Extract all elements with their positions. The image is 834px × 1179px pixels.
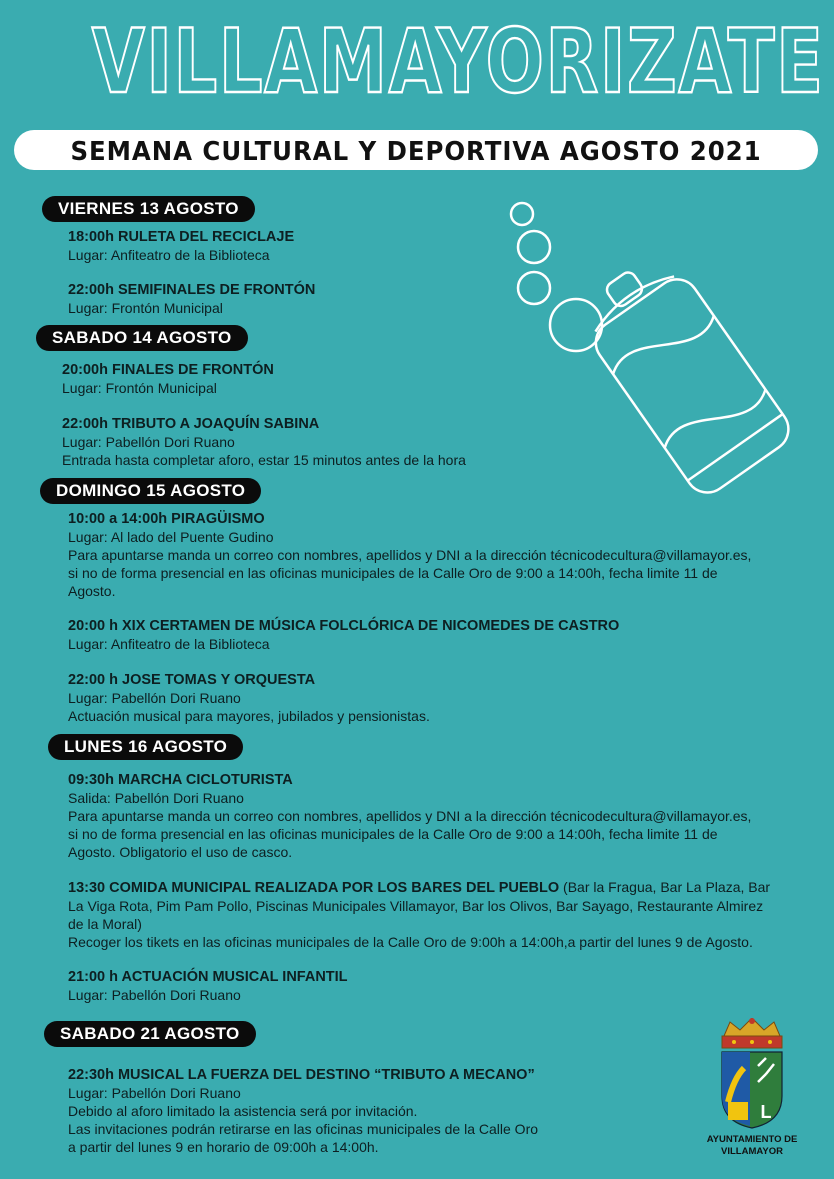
event-detail: Lugar: Pabellón Dori Ruano xyxy=(68,987,241,1003)
event-ruleta-reciclaje xyxy=(68,228,808,264)
event-detail: La Viga Rota, Pim Pam Pollo, Piscinas Municipales Villamayor, Bar los Olivos, Bar Sayago, Restaurante Almirez xyxy=(68,898,764,914)
event-heading-extra: (Bar la Fragua, Bar La Plaza, Bar xyxy=(559,879,771,895)
event-detail: si no de forma presencial en las oficinas municipales de la Calle Oro de 9:00 a 14:00h, fecha limite 11 de xyxy=(68,565,718,581)
event-heading: 22:00 h JOSE TOMAS Y ORQUESTA xyxy=(68,672,316,688)
event-detail: Agosto. Obligatorio el uso de casco. xyxy=(68,844,293,860)
event-jose-tomas xyxy=(68,671,808,725)
event-certamen-folclorica xyxy=(68,617,808,653)
day-label-domingo-15: DOMINGO 15 AGOSTO xyxy=(40,478,261,504)
event-detail: Lugar: Pabellón Dori Ruano xyxy=(68,690,241,706)
event-piraguismo xyxy=(68,510,808,600)
event-heading: 22:00h SEMIFINALES DE FRONTÓN xyxy=(68,282,316,298)
event-detail: Lugar: Frontón Municipal xyxy=(68,300,223,316)
event-detail: Recoger los tikets en las oficinas municipales de la Calle Oro de 9:00h a 14:00h,a partir del lunes 9 de Agosto. xyxy=(68,934,753,950)
event-detail: a partir del lunes 9 en horario de 09:00h a 14:00h. xyxy=(68,1139,379,1155)
event-comida-municipal xyxy=(68,878,813,951)
event-detail: Actuación musical para mayores, jubilados y pensionistas. xyxy=(68,708,430,724)
event-heading: 18:00h RULETA DEL RECICLAJE xyxy=(68,229,295,245)
org-line-1: AYUNTAMIENTO DE xyxy=(706,1134,798,1145)
day-label-sabado-14: SABADO 14 AGOSTO xyxy=(36,325,248,351)
event-detail: si no de forma presencial en las oficinas municipales de la Calle Oro de 9:00 a 14:00h, fecha limite 11 de xyxy=(68,826,718,842)
event-heading: 09:30h MARCHA CICLOTURISTA xyxy=(68,772,293,788)
day-label-viernes-13: VIERNES 13 AGOSTO xyxy=(42,196,255,222)
event-detail: Lugar: Anfiteatro de la Biblioteca xyxy=(68,247,270,263)
event-detail: Agosto. xyxy=(68,583,116,599)
event-detail: Lugar: Frontón Municipal xyxy=(62,380,217,396)
coat-of-arms-icon xyxy=(714,1018,790,1130)
subtitle: SEMANA CULTURAL Y DEPORTIVA AGOSTO 2021 xyxy=(70,137,762,167)
poster-title: VILLAMAYORIZATE xyxy=(91,10,825,113)
day-label-sabado-21: SABADO 21 AGOSTO xyxy=(44,1021,256,1047)
event-detail: Lugar: Pabellón Dori Ruano xyxy=(62,434,235,450)
event-detail: Salida: Pabellón Dori Ruano xyxy=(68,790,244,806)
event-tributo-sabina xyxy=(62,415,802,469)
subtitle-banner xyxy=(14,130,818,170)
event-detail: Lugar: Al lado del Puente Gudino xyxy=(68,529,274,545)
event-heading: 20:00 h XIX CERTAMEN DE MÚSICA FOLCLÓRICA DE NICOMEDES DE CASTRO xyxy=(68,618,620,634)
event-detail: Debido al aforo limitado la asistencia será por invitación. xyxy=(68,1103,418,1119)
event-heading: 22:00h TRIBUTO A JOAQUÍN SABINA xyxy=(62,416,320,432)
event-heading: 20:00h FINALES DE FRONTÓN xyxy=(62,362,274,378)
event-semifinales-fronton xyxy=(68,281,808,317)
event-marcha-cicloturista xyxy=(68,771,808,861)
event-detail: Las invitaciones podrán retirarse en las oficinas municipales de la Calle Oro xyxy=(68,1121,539,1137)
event-actuacion-infantil xyxy=(68,968,808,1004)
org-line-2: VILLAMAYOR xyxy=(721,1146,783,1157)
event-finales-fronton xyxy=(62,361,802,397)
event-detail: Entrada hasta completar aforo, estar 15 minutos antes de la hora xyxy=(62,452,466,468)
town-hall-name xyxy=(690,1134,814,1158)
event-heading: 21:00 h ACTUACIÓN MUSICAL INFANTIL xyxy=(68,969,348,985)
event-heading: 10:00 a 14:00h PIRAGÜISMO xyxy=(68,511,265,527)
event-detail: Para apuntarse manda un correo con nombres, apellidos y DNI a la dirección técnicodecultura@villamayor.es, xyxy=(68,547,752,563)
event-detail: Para apuntarse manda un correo con nombres, apellidos y DNI a la dirección técnicodecultura@villamayor.es, xyxy=(68,808,752,824)
svg-text:L: L xyxy=(760,1102,772,1122)
event-heading: 13:30 COMIDA MUNICIPAL REALIZADA POR LOS BARES DEL PUEBLO xyxy=(68,880,560,896)
event-detail: Lugar: Anfiteatro de la Biblioteca xyxy=(68,636,270,652)
event-detail: Lugar: Pabellón Dori Ruano xyxy=(68,1085,241,1101)
day-label-lunes-16: LUNES 16 AGOSTO xyxy=(48,734,243,760)
event-detail: de la Moral) xyxy=(68,916,142,932)
event-heading: 22:30h MUSICAL LA FUERZA DEL DESTINO “TRIBUTO A MECANO” xyxy=(68,1067,535,1083)
event-tributo-mecano xyxy=(68,1066,668,1156)
